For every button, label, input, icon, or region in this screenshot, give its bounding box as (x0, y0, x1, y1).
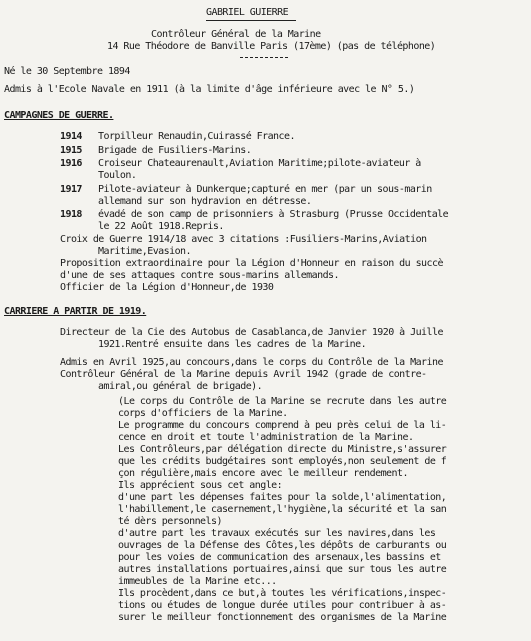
description-line: d'une part les dépenses faites pour la solde,l'alimentation, (118, 492, 447, 503)
description-line: pour les voies de communication des arsenaux,les bassins et (118, 552, 441, 563)
croix-de-guerre: Croix de Guerre 1914/18 avec 3 citations :Fusiliers-Marins,Aviation (60, 234, 427, 245)
description-line: autres installations portuaires,ainsi que sur tous les autre (118, 564, 447, 575)
person-name: GABRIEL GUIERRE (206, 7, 289, 18)
campaign-text: Torpilleur Renaudin,Cuirassé France. (98, 131, 295, 142)
description-line: Ils apprécient sous cet angle: (118, 480, 283, 491)
campaign-year: 1918 (60, 209, 82, 220)
campaign-year: 1916 (60, 158, 82, 169)
campaigns-heading: CAMPAGNES DE GUERRE. (4, 110, 114, 121)
description-line: cence en droit et toute l'administration de la Marine. (118, 432, 414, 443)
description-line: té dèrs personnels) (118, 516, 222, 527)
career-admitted: amiral,ou général de brigade). (98, 381, 263, 392)
career-admitted: Admis en Avril 1925,au concours,dans le corps du Contrôle de la Marine (60, 357, 443, 368)
description-line: l'habillement,le casernement,l'hygiène,la sécurité et la san (118, 504, 447, 515)
campaign-text: allemand sur son hydravion en détresse. (98, 196, 312, 207)
description-line: ouvrages de la Défense des Côtes,les dépôts de carburants ou (118, 540, 447, 551)
name-underline (206, 20, 296, 21)
description-line: tions ou études de longue durée utiles pour contribuer à as- (118, 600, 447, 611)
campaign-year: 1914 (60, 131, 82, 142)
campaign-year: 1917 (60, 184, 82, 195)
officier-text: Officier de la Légion d'Honneur,de 1930 (60, 282, 274, 293)
proposition-text: Proposition extraordinaire pour la Légion d'Honneur en raison du succè (60, 258, 443, 269)
description-line: Le programme du concours comprend à peu près celui de la li- (118, 420, 447, 431)
campaign-text: le 22 Août 1918.Repris. (98, 221, 224, 232)
campaign-text: évadé de son camp de prisonniers à Strasburg (Prusse Occidentale (98, 209, 449, 220)
career-heading: CARRIERE A PARTIR DE 1919. (4, 306, 147, 317)
description-line: Les Contrôleurs,par délégation directe du Ministre,s'assurer (118, 444, 447, 455)
description-line: surer le meilleur fonctionnement des organismes de la Marine (118, 612, 447, 623)
person-title: Contrôleur Général de la Marine (151, 29, 321, 40)
career-admitted: Contrôleur Général de la Marine depuis Avril 1942 (grade de contre- (60, 369, 427, 380)
admission-line: Admis à l'Ecole Navale en 1911 (à la limite d'âge inférieure avec le N° 5.) (4, 84, 415, 95)
description-line: Ils procèdent,dans ce but,à toutes les vérifications,inspec- (118, 588, 447, 599)
career-director: 1921.Rentré ensuite dans les cadres de la Marine. (98, 339, 367, 350)
person-address: 14 Rue Théodore de Banville Paris (17ème) (pas de téléphone) (107, 41, 436, 52)
description-line: (Le corps du Contrôle de la Marine se recrute dans les autre (118, 396, 447, 407)
campaign-text: Pilote-aviateur à Dunkerque;capturé en mer (par un sous-marin (98, 184, 432, 195)
header-separator (240, 57, 288, 58)
description-line: d'autre part les travaux exécutés sur les navires,dans les (118, 528, 436, 539)
proposition-text: d'une de ses attaques contre sous-marins allemands. (60, 270, 339, 281)
campaign-text: Croiseur Chateaurenault,Aviation Maritime;pilote-aviateur à (98, 158, 421, 169)
career-director: Directeur de la Cie des Autobus de Casablanca,de Janvier 1920 à Juille (60, 327, 443, 338)
description-line: corps d'officiers de la Marine. (118, 408, 288, 419)
description-line: que les crédits budgétaires sont employés,non seulement de f (118, 456, 447, 467)
description-line: çon régulière,mais encore avec le meilleur rendement. (118, 468, 408, 479)
campaign-text: Brigade de Fusiliers-Marins. (98, 145, 252, 156)
croix-de-guerre: Maritime,Evasion. (98, 246, 191, 257)
campaign-year: 1915 (60, 145, 82, 156)
description-line: immeubles de la Marine etc... (118, 576, 277, 587)
campaign-text: Toulon. (98, 170, 137, 181)
birth-line: Né le 30 Septembre 1894 (4, 66, 130, 77)
